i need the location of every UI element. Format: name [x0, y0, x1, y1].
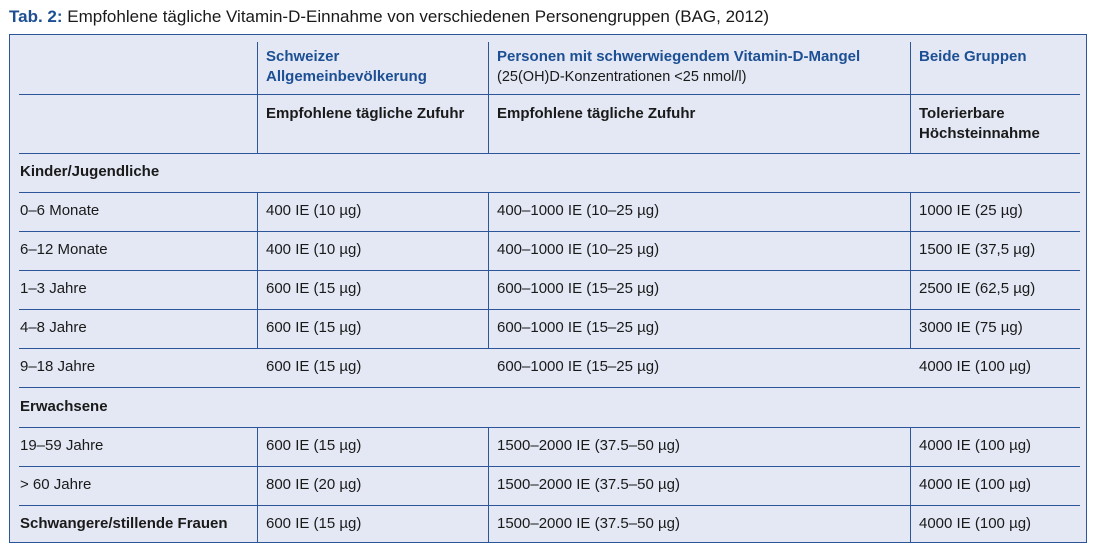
- row-general-intake: 800 IE (20 µg): [266, 476, 362, 493]
- row-max-intake: 4000 IE (100 µg): [919, 515, 1032, 532]
- row-general-intake: 600 IE (15 µg): [266, 280, 362, 297]
- column-divider: [910, 192, 911, 349]
- row-general-intake: 400 IE (10 µg): [266, 202, 362, 219]
- row-deficiency-intake: 1500–2000 IE (37.5–50 µg): [497, 515, 680, 532]
- subheader-max-intake: [919, 104, 1040, 144]
- header-deficiency: [497, 47, 860, 87]
- row-group-label: 4–8 Jahre: [20, 319, 87, 336]
- row-group-label: 0–6 Monate: [20, 202, 100, 219]
- row-divider: [19, 231, 1080, 232]
- row-general-intake: 600 IE (15 µg): [266, 515, 362, 532]
- row-divider: [19, 505, 1080, 506]
- row-general-intake: 600 IE (15 µg): [266, 437, 362, 454]
- subheader-max-intake-line1: Tolerierbare: [919, 105, 1005, 122]
- row-deficiency-intake: 600–1000 IE (15–25 µg): [497, 319, 660, 336]
- section-title-children: Kinder/Jugendliche: [20, 163, 160, 180]
- row-max-intake: 3000 IE (75 µg): [919, 319, 1023, 336]
- row-max-intake: 1000 IE (25 µg): [919, 202, 1023, 219]
- row-divider: [19, 94, 1080, 95]
- subheader-deficiency-daily-intake: Empfohlene tägliche Zufuhr: [497, 105, 696, 122]
- header-general-population-line2: Allgemeinbevölkerung: [266, 68, 427, 85]
- header-deficiency-subtitle: (25(OH)D-Konzentrationen <25 nmol/l): [497, 69, 747, 85]
- row-max-intake: 1500 IE (37,5 µg): [919, 241, 1036, 258]
- row-max-intake: 2500 IE (62,5 µg): [919, 280, 1036, 297]
- row-max-intake: 4000 IE (100 µg): [919, 358, 1032, 375]
- row-deficiency-intake: 400–1000 IE (10–25 µg): [497, 202, 660, 219]
- row-max-intake: 4000 IE (100 µg): [919, 437, 1032, 454]
- row-general-intake: 600 IE (15 µg): [266, 358, 362, 375]
- row-divider: [19, 309, 1080, 310]
- row-group-label: 1–3 Jahre: [20, 280, 87, 297]
- row-deficiency-intake: 600–1000 IE (15–25 µg): [497, 358, 660, 375]
- subheader-general-daily-intake: Empfohlene tägliche Zufuhr: [266, 105, 465, 122]
- table-caption: [9, 6, 769, 28]
- row-deficiency-intake: 1500–2000 IE (37.5–50 µg): [497, 437, 680, 454]
- row-group-label: 19–59 Jahre: [20, 437, 104, 454]
- subheader-max-intake-line2: Höchsteinnahme: [919, 125, 1040, 142]
- row-group-label: 6–12 Monate: [20, 241, 108, 258]
- table-caption-text: Empfohlene tägliche Vitamin-D-Einnahme von verschiedenen Personengruppen (BAG, 2012): [62, 7, 770, 26]
- column-divider: [257, 42, 258, 153]
- row-group-label: Schwangere/stillende Frauen: [20, 515, 228, 532]
- row-group-label: > 60 Jahre: [20, 476, 92, 493]
- row-deficiency-intake: 400–1000 IE (10–25 µg): [497, 241, 660, 258]
- header-deficiency-title: Personen mit schwerwiegendem Vitamin-D-Mangel: [497, 48, 861, 65]
- header-both-groups: [919, 47, 1027, 67]
- vitamin-d-table: [9, 34, 1087, 543]
- row-divider: [19, 387, 1080, 388]
- row-general-intake: 600 IE (15 µg): [266, 319, 362, 336]
- column-divider: [257, 192, 258, 349]
- column-divider: [257, 427, 258, 543]
- column-divider: [910, 427, 911, 543]
- row-divider: [19, 427, 1080, 428]
- column-divider: [488, 427, 489, 543]
- column-divider: [910, 42, 911, 153]
- row-divider: [19, 348, 1080, 349]
- row-deficiency-intake: 600–1000 IE (15–25 µg): [497, 280, 660, 297]
- column-divider: [488, 42, 489, 153]
- row-deficiency-intake: 1500–2000 IE (37.5–50 µg): [497, 476, 680, 493]
- row-max-intake: 4000 IE (100 µg): [919, 476, 1032, 493]
- header-general-population-line1: Schweizer: [266, 48, 340, 65]
- row-divider: [19, 192, 1080, 193]
- row-group-label: 9–18 Jahre: [20, 358, 96, 375]
- table-caption-label: Tab. 2:: [9, 7, 63, 26]
- section-title-adults: Erwachsene: [20, 398, 108, 415]
- row-divider: [19, 153, 1080, 154]
- row-divider: [19, 466, 1080, 467]
- row-general-intake: 400 IE (10 µg): [266, 241, 362, 258]
- header-general-population: [266, 47, 427, 87]
- column-divider: [488, 192, 489, 349]
- row-divider: [19, 270, 1080, 271]
- header-both-groups-label: Beide Gruppen: [919, 48, 1027, 65]
